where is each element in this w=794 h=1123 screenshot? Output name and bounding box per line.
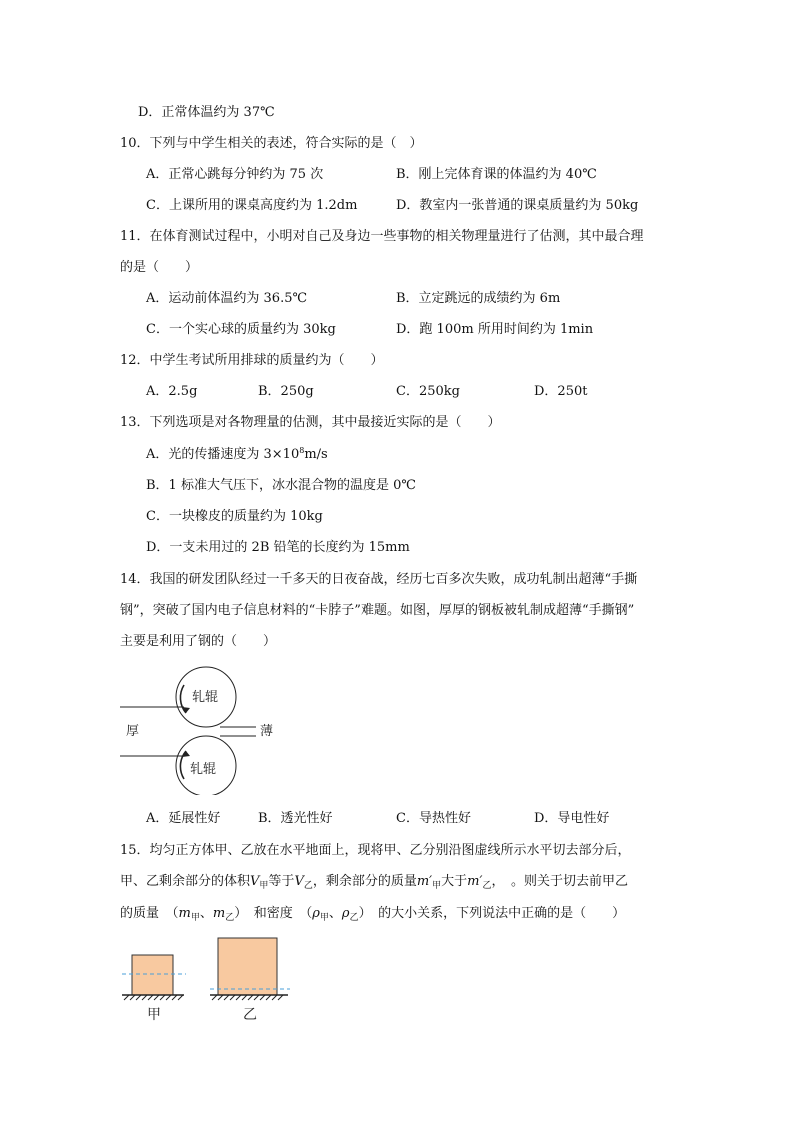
label-yi: 乙 [243, 1007, 257, 1023]
q13-option-a-exponent: 8 [299, 446, 305, 455]
q15-stem-line3 [120, 906, 625, 923]
cubes-figure [120, 930, 300, 1025]
label-jia: 甲 [147, 1007, 161, 1023]
density-symbol: ρ [341, 906, 350, 921]
top-roller-label: 轧辊 [192, 690, 219, 705]
q15-text: 、 [199, 906, 213, 921]
subscript-yi: 乙 [303, 881, 313, 891]
density-symbol: ρ [312, 906, 320, 921]
mass-prime-symbol: m′ [416, 874, 433, 889]
q12-option-a: A．2.5g [146, 384, 198, 399]
q9-option-d: D．正常体温约为 37℃ [138, 105, 275, 120]
q10-option-b: B．刚上完体育课的体温约为 40℃ [396, 167, 597, 182]
thick-label: 厚 [126, 724, 140, 739]
q15-text: 甲、乙剩余部分的体积 [120, 874, 251, 889]
mass-symbol: m [178, 906, 191, 921]
q15-text: ） 的大小关系，下列说法中正确的是（ ） [358, 906, 626, 921]
q11-option-d: D．跑 100m 所用时间约为 1min [396, 322, 594, 337]
q15-text: 等于 [268, 874, 295, 889]
q15-stem-line1: 15．均匀正方体甲、乙放在水平地面上，现将甲、乙分别沿图虚线所示水平切去部分后， [120, 843, 631, 858]
subscript-jia: 甲 [190, 913, 200, 923]
q11-option-a: A．运动前体温约为 36.5℃ [146, 291, 308, 306]
q14-stem-line3: 主要是利用了钢的（ ） [120, 634, 277, 649]
q15-text: ） 和密度 （ [234, 906, 313, 921]
q13-option-a [146, 447, 328, 464]
volume-symbol: V [294, 874, 304, 889]
q13-stem: 13．下列选项是对各物理量的估测，其中最接近实际的是（ ） [120, 415, 501, 430]
mass-symbol: m [212, 906, 226, 921]
q15-text: 的质量 （ [120, 906, 179, 921]
q13-option-d: D．一支未用过的 2B 铅笔的长度约为 15mm [146, 540, 410, 555]
subscript-jia: 甲 [432, 881, 442, 891]
q13-option-c: C．一块橡皮的质量约为 10kg [146, 509, 323, 524]
q15-text: 大于 [441, 874, 468, 889]
q12-option-d: D．250t [534, 384, 588, 399]
thin-label: 薄 [260, 724, 274, 739]
subscript-yi: 乙 [225, 913, 235, 923]
cube-yi [218, 938, 277, 995]
q11-stem-line2: 的是（ ） [120, 260, 199, 275]
q12-option-c: C．250kg [396, 384, 460, 399]
q14-option-b: B．透光性好 [258, 811, 333, 826]
q12-option-b: B．250g [258, 384, 314, 399]
q14-stem-line2: 钢”，突破了国内电子信息材料的“卡脖子”难题。如图，厚厚的钢板被轧制成超薄“手撕钢” [120, 603, 635, 618]
subscript-jia: 甲 [259, 881, 269, 891]
q14-option-a: A．延展性好 [146, 811, 221, 826]
q14-stem-line1: 14．我国的研发团队经过一千多天的日夜奋战，经历七百多次失败，成功轧制出超薄“手撕 [120, 572, 638, 587]
subscript-yi: 乙 [349, 913, 359, 923]
q11-option-c: C．一个实心球的质量约为 30kg [146, 322, 336, 337]
volume-symbol: V [250, 874, 260, 889]
q15-text: ，剩余部分的质量 [312, 874, 417, 889]
q15-text: 、 [328, 906, 342, 921]
rolling-mill-figure [120, 655, 290, 795]
bottom-roller-label: 轧辊 [190, 762, 217, 777]
subscript-yi: 乙 [482, 881, 492, 891]
subscript-jia: 甲 [319, 913, 329, 923]
q10-option-c: C．上课所用的课桌高度约为 1.2dm [146, 198, 358, 213]
q10-option-d: D．教室内一张普通的课桌质量约为 50kg [396, 198, 639, 213]
mass-prime-symbol: m′ [467, 874, 483, 889]
q11-stem-line1: 11．在体育测试过程中，小明对自己及身边一些事物的相关物理量进行了估测，其中最合理 [120, 229, 644, 244]
q14-option-c: C．导热性好 [396, 811, 471, 826]
q14-option-d: D．导电性好 [534, 811, 610, 826]
q13-option-a-unit: m/s [304, 447, 328, 462]
q15-text: ， 。则关于切去前甲乙 [491, 874, 628, 889]
cube-jia [132, 955, 173, 995]
q15-stem-line2 [120, 874, 628, 891]
q13-option-a-text: A．光的传播速度为 3×10 [146, 447, 300, 462]
q10-stem: 10．下列与中学生相关的表述，符合实际的是（ ） [120, 136, 423, 151]
q13-option-b: B．1 标准大气压下，冰水混合物的温度是 0℃ [146, 478, 416, 493]
q10-option-a: A．正常心跳每分钟约为 75 次 [146, 167, 324, 182]
q12-stem: 12．中学生考试所用排球的质量约为（ ） [120, 353, 384, 368]
q11-option-b: B．立定跳远的成绩约为 6m [396, 291, 561, 306]
